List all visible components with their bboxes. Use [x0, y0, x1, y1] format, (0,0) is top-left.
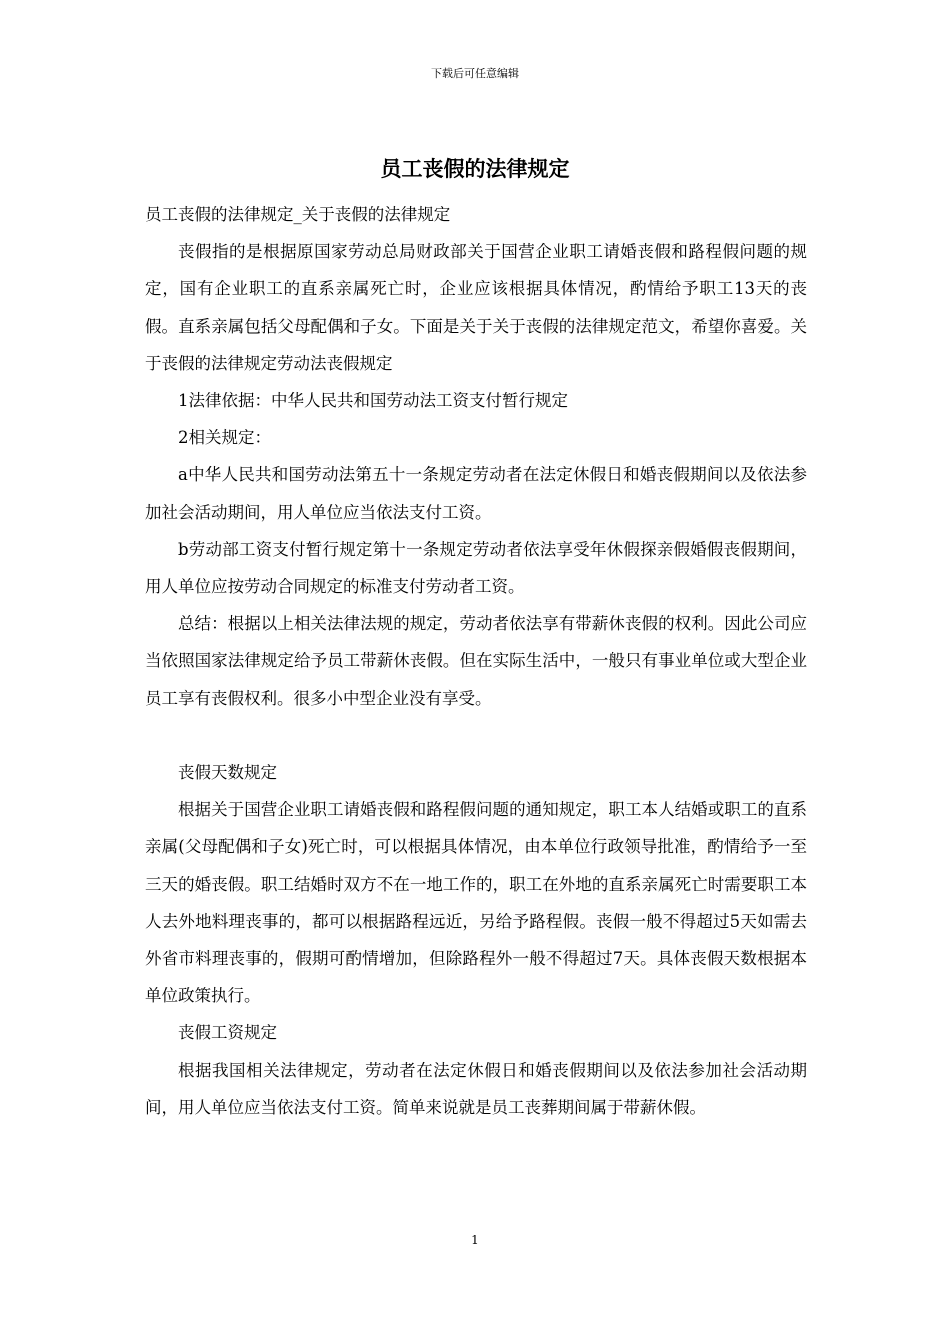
paragraph-intro: 丧假指的是根据原国家劳动总局财政部关于国营企业职工请婚丧假和路程假问题的规定，国有企业职工的直系亲属死亡时，企业应该根据具体情况，酌情给予职工13天的丧假。直系亲属包括父母配偶和子女。下面是关于关于丧假的法律规定范文，希望你喜爱。关于丧假的法律规定劳动法丧假规定 — [145, 242, 807, 373]
section-heading-days: 丧假天数规定 — [178, 763, 277, 783]
paragraph-legal-basis: 1法律依据：中华人民共和国劳动法工资支付暂行规定 — [178, 391, 568, 411]
document-body — [145, 196, 807, 1126]
paragraph-days: 根据关于国营企业职工请婚丧假和路程假问题的通知规定，职工本人结婚或职工的直系亲属(父母配偶和子女)死亡时，可以根据具体情况，由本单位行政领导批准，酌情给予一至三天的婚丧假。职工结婚时双方不在一地工作的，职工在外地的直系亲属死亡时需要职工本人去外地料理丧事的，都可以根据路程远近，另给予路程假。丧假一般不得超过5天如需去外省市料理丧事的，假期可酌情增加，但除路程外一般不得超过7天。具体丧假天数根据本单位政策执行。 — [145, 800, 807, 1006]
header-note: 下载后可任意编辑 — [431, 67, 519, 80]
section-heading-wages: 丧假工资规定 — [178, 1023, 277, 1043]
blank-line — [145, 717, 807, 754]
paragraph-summary: 总结：根据以上相关法律法规的规定，劳动者依法享有带薪休丧假的权利。因此公司应当依照国家法律规定给予员工带薪休丧假。但在实际生活中，一般只有事业单位或大型企业员工享有丧假权利。很多小中型企业没有享受。 — [145, 614, 807, 708]
document-subtitle: 员工丧假的法律规定_关于丧假的法律规定 — [145, 205, 451, 224]
paragraph-rule-a: a中华人民共和国劳动法第五十一条规定劳动者在法定休假日和婚丧假期间以及依法参加社会活动期间，用人单位应当依法支付工资。 — [145, 465, 807, 522]
paragraph-rule-b: b劳动部工资支付暂行规定第十一条规定劳动者依法享受年休假探亲假婚假丧假期间，用人单位应按劳动合同规定的标准支付劳动者工资。 — [145, 539, 807, 597]
document-title: 员工丧假的法律规定 — [380, 156, 570, 181]
page-number: 1 — [471, 1233, 479, 1247]
paragraph-related-rules: 2相关规定： — [178, 428, 271, 448]
paragraph-wages: 根据我国相关法律规定，劳动者在法定休假日和婚丧假期间以及依法参加社会活动期间，用人单位应当依法支付工资。简单来说就是员工丧葬期间属于带薪休假。 — [145, 1060, 807, 1117]
